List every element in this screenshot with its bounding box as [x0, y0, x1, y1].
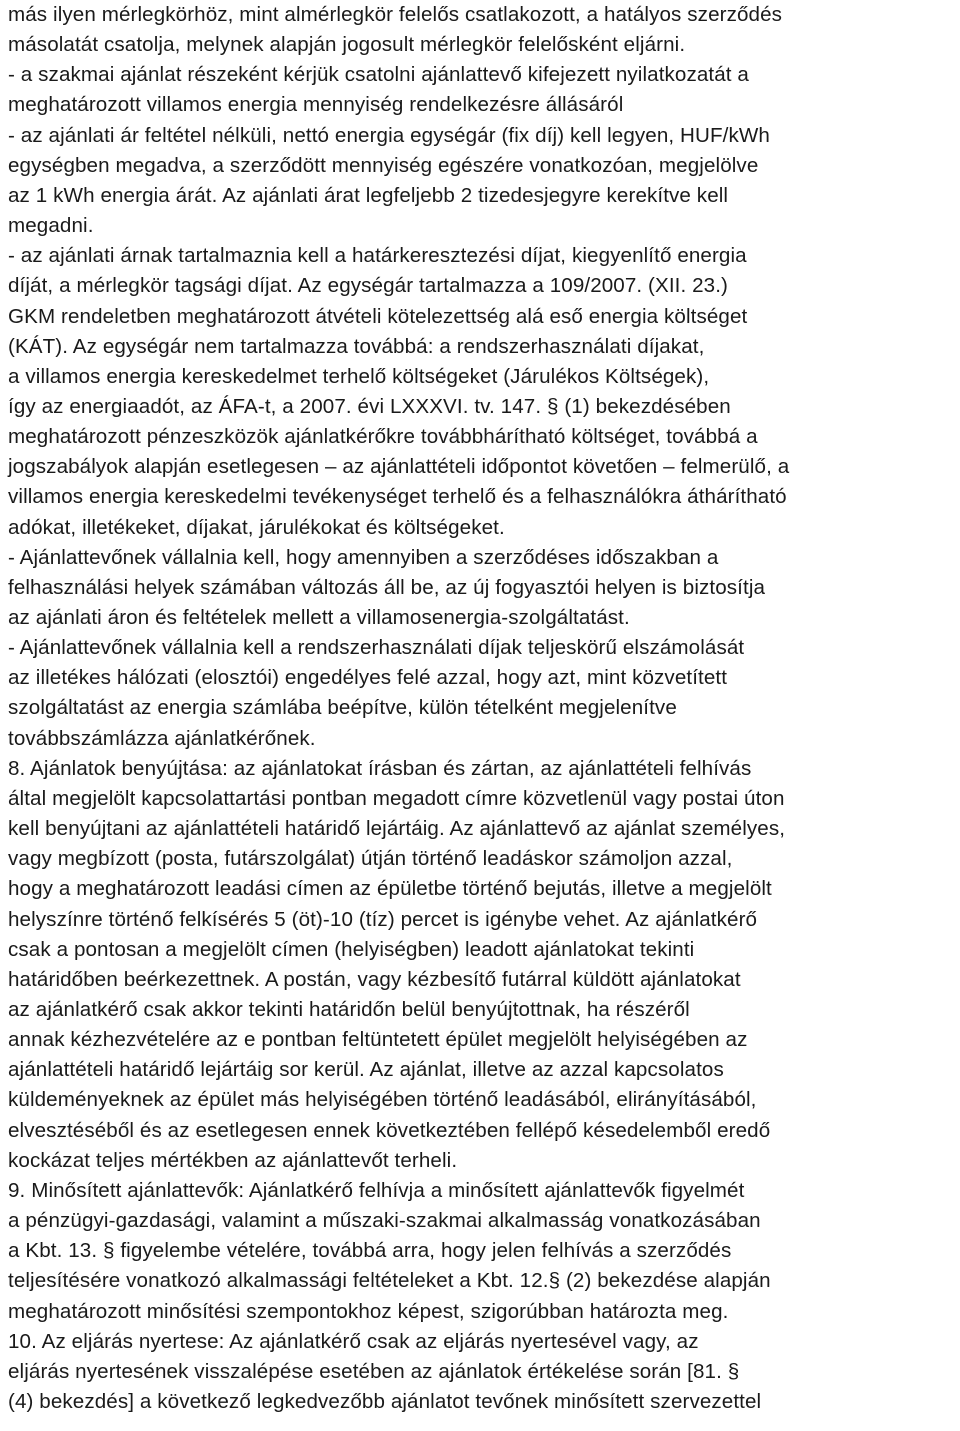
- text-line: - az ajánlati ár feltétel nélküli, nettó energia egységár (fix díj) kell legyen, HUF/kWh: [8, 123, 770, 147]
- text-line: elvesztéséből és az esetlegesen ennek következtében fellépő késedelemből eredő: [8, 1118, 771, 1142]
- text-line: adókat, illetékeket, díjakat, járulékokat és költségeket.: [8, 515, 505, 539]
- text-line: vagy megbízott (posta, futárszolgálat) útján történő leadáskor számoljon azzal,: [8, 847, 733, 871]
- text-line: határidőben beérkezettnek. A postán, vagy kézbesítő futárral küldött ajánlatokat: [8, 967, 741, 991]
- text-line: küldeményeknek az épület más helyiségében történő leadásából, elirányításából,: [8, 1088, 757, 1112]
- text-line: - az ajánlati árnak tartalmaznia kell a határkeresztezési díjat, kiegyenlítő energia: [8, 244, 747, 268]
- text-line: az illetékes hálózati (elosztói) engedélyes felé azzal, hogy azt, mint közvetített: [8, 666, 728, 690]
- text-line: annak kézhezvételére az e pontban feltüntetett épület megjelölt helyiségében az: [8, 1028, 748, 1052]
- text-line: meghatározott minősítési szempontokhoz képest, szigorúbban határozta meg.: [8, 1299, 729, 1323]
- text-line: így az energiaadót, az ÁFA-t, a 2007. évi LXXXVI. tv. 147. § (1) bekezdésében: [8, 394, 731, 418]
- text-line: hogy a meghatározott leadási címen az épületbe történő bejutás, illetve a megjelölt: [8, 877, 772, 901]
- text-line: más ilyen mérlegkörhöz, mint almérlegkör felelős csatlakozott, a hatályos szerződés: [8, 3, 783, 26]
- text-line: (KÁT). Az egységár nem tartalmazza továbbá: a rendszerhasználati díjakat,: [8, 334, 705, 358]
- text-line: helyszínre történő felkísérés 5 (öt)-10 (tíz) percet is igénybe vehet. Az ajánlatkérő: [8, 907, 758, 931]
- text-line: a pénzügyi-gazdasági, valamint a műszaki-szakmai alkalmasság vonatkozásában: [8, 1209, 761, 1232]
- text-line: megadni.: [8, 214, 94, 237]
- text-line: ajánlattételi határidő lejártáig sor kerül. Az ajánlat, illetve az azzal kapcsolatos: [8, 1058, 724, 1082]
- text-line: meghatározott pénzeszközök ajánlatkérőkre továbbhárítható költséget, továbbá a: [8, 425, 758, 449]
- text-line: díját, a mérlegkör tagsági díjat. Az egységár tartalmazza a 109/2007. (XII. 23.): [8, 274, 729, 298]
- text-line: (4) bekezdés] a következő legkedvezőbb ajánlatot tevőnek minősített szervezettel: [8, 1389, 762, 1413]
- text-line: által megjelölt kapcsolattartási pontban megadott címre közvetlenül vagy postai úton: [8, 786, 785, 810]
- text-line: 9. Minősített ajánlattevők: Ajánlatkérő felhívja a minősített ajánlattevők figyelmét: [8, 1178, 745, 1202]
- text-line: felhasználási helyek számában változás áll be, az új fogyasztói helyen is biztosítja: [8, 575, 766, 599]
- text-line: GKM rendeletben meghatározott átvételi kötelezettség alá eső energia költséget: [8, 304, 748, 328]
- text-line: teljesítésére vonatkozó alkalmassági feltételeket a Kbt. 12.§ (2) bekezdése alapján: [8, 1269, 771, 1293]
- text-line: villamos energia kereskedelmi tevékenységet terhelő és a felhasználókra áthárítható: [8, 485, 787, 509]
- text-line: továbbszámlázza ajánlatkérőnek.: [8, 726, 316, 750]
- text-line: az ajánlati áron és feltételek mellett a villamosenergia-szolgáltatást.: [8, 606, 630, 629]
- text-line: - Ajánlattevőnek vállalnia kell, hogy amennyiben a szerződéses időszakban a: [8, 545, 719, 569]
- text-line: kockázat teljes mértékben az ajánlattevőt terheli.: [8, 1148, 458, 1172]
- text-line: meghatározott villamos energia mennyiség rendelkezésre állásáról: [8, 93, 624, 117]
- text-line: - Ajánlattevőnek vállalnia kell a rendszerhasználati díjak teljeskörű elszámolását: [8, 636, 745, 660]
- text-line: - a szakmai ajánlat részeként kérjük csatolni ajánlattevő kifejezett nyilatkozatát a: [8, 63, 749, 87]
- text-line: másolatát csatolja, melynek alapján jogosult mérlegkör felelősként eljárni.: [8, 33, 686, 57]
- text-line: a villamos energia kereskedelmet terhelő költségeket (Járulékos Költségek),: [8, 364, 710, 388]
- text-line: az 1 kWh energia árát. Az ajánlati árat legfeljebb 2 tizedesjegyre kerekítve kell: [8, 183, 729, 207]
- text-line: csak a pontosan a megjelölt címen (helyiségben) leadott ajánlatokat tekinti: [8, 937, 695, 961]
- text-line: egységben megadva, a szerződött mennyiség egészére vonatkozóan, megjelölve: [8, 153, 759, 177]
- text-line: 8. Ajánlatok benyújtása: az ajánlatokat írásban és zártan, az ajánlattételi felhívás: [8, 756, 752, 780]
- text-line: 10. Az eljárás nyertese: Az ajánlatkérő csak az eljárás nyertesével vagy, az: [8, 1329, 699, 1353]
- text-line: a Kbt. 13. § figyelembe vételére, továbbá arra, hogy jelen felhívás a szerződés: [8, 1239, 732, 1263]
- text-line: jogszabályok alapján esetlegesen – az ajánlattételi időpontot követően – felmerülő, a: [8, 455, 790, 479]
- text-line: eljárás nyertesének visszalépése esetében az ajánlatok értékelése során [81. §: [8, 1359, 740, 1383]
- text-line: az ajánlatkérő csak akkor tekinti határidőn belül benyújtottnak, ha részéről: [8, 997, 690, 1021]
- text-line: kell benyújtani az ajánlattételi határidő lejártáig. Az ajánlattevő az ajánlat személyes,: [8, 817, 786, 840]
- text-line: szolgáltatást az energia számlába beépítve, külön tételként megjelenítve: [8, 696, 677, 720]
